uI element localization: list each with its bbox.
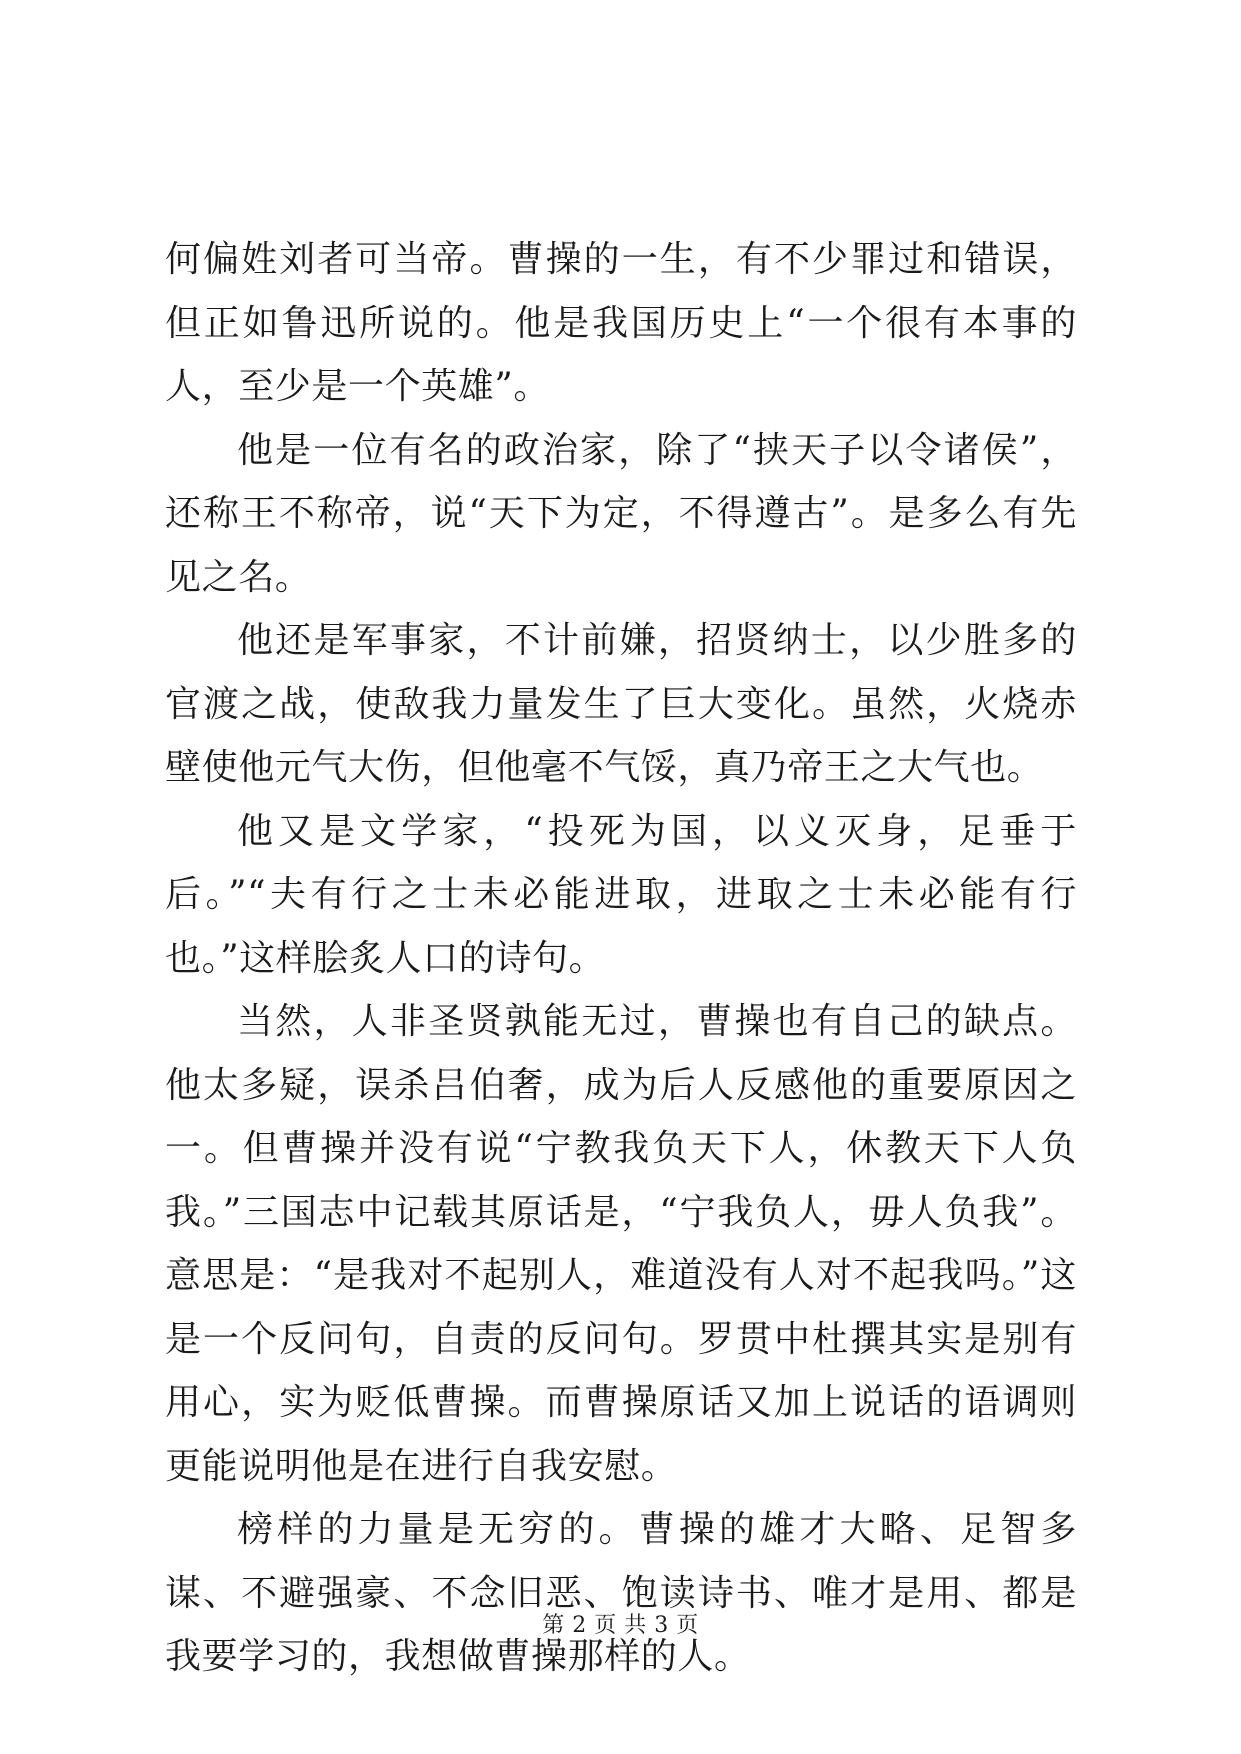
- paragraph-shortcomings: 当然，人非圣贤孰能无过，曹操也有自己的缺点。他太多疑，误杀吕伯奢，成为后人反感他的重要原因之一。但曹操并没有说“宁教我负天下人，休教天下人负我。”三国志中记载其原话是，“宁我负人，毋人负我”。意思是：“是我对不起别人，难道没有人对不起我吗。”这是一个反问句，自责的反问句。罗贯中杜撰其实是别有用心，实为贬低曹操。而曹操原话又加上说话的语调则更能说明他是在进行自我安慰。: [165, 1001, 1077, 1487]
- paragraph-conclusion: 榜样的力量是无穷的。曹操的雄才大略、足智多谋、不避强豪、不念旧恶、饱读诗书、唯才是用、都是我要学习的，我想做曹操那样的人。: [165, 1509, 1077, 1677]
- paragraph-politician: 他是一位有名的政治家，除了“挟天子以令诸侯”，还称王不称帝，说“天下为定，不得遵古”。是多么有先见之名。: [165, 429, 1077, 598]
- paragraph-literature: 他又是文学家，“投死为国，以义灭身，足垂于后。”“夫有行之士未必能进取，进取之士未必能有行也。”这样脍炙人口的诗句。: [165, 810, 1077, 979]
- document-body: [165, 228, 1077, 1689]
- paragraph-military: 他还是军事家，不计前嫌，招贤纳士，以少胜多的官渡之战，使敌我力量发生了巨大变化。虽然，火烧赤壁使他元气大伤，但他毫不气馁，真乃帝王之大气也。: [165, 620, 1077, 788]
- page-number-footer: 第 2 页 共 3 页: [542, 1613, 699, 1638]
- paragraph-continuation: 何偏姓刘者可当帝。曹操的一生，有不少罪过和错误，但正如鲁迅所说的。他是我国历史上“一个很有本事的人，至少是一个英雄”。: [165, 239, 1077, 407]
